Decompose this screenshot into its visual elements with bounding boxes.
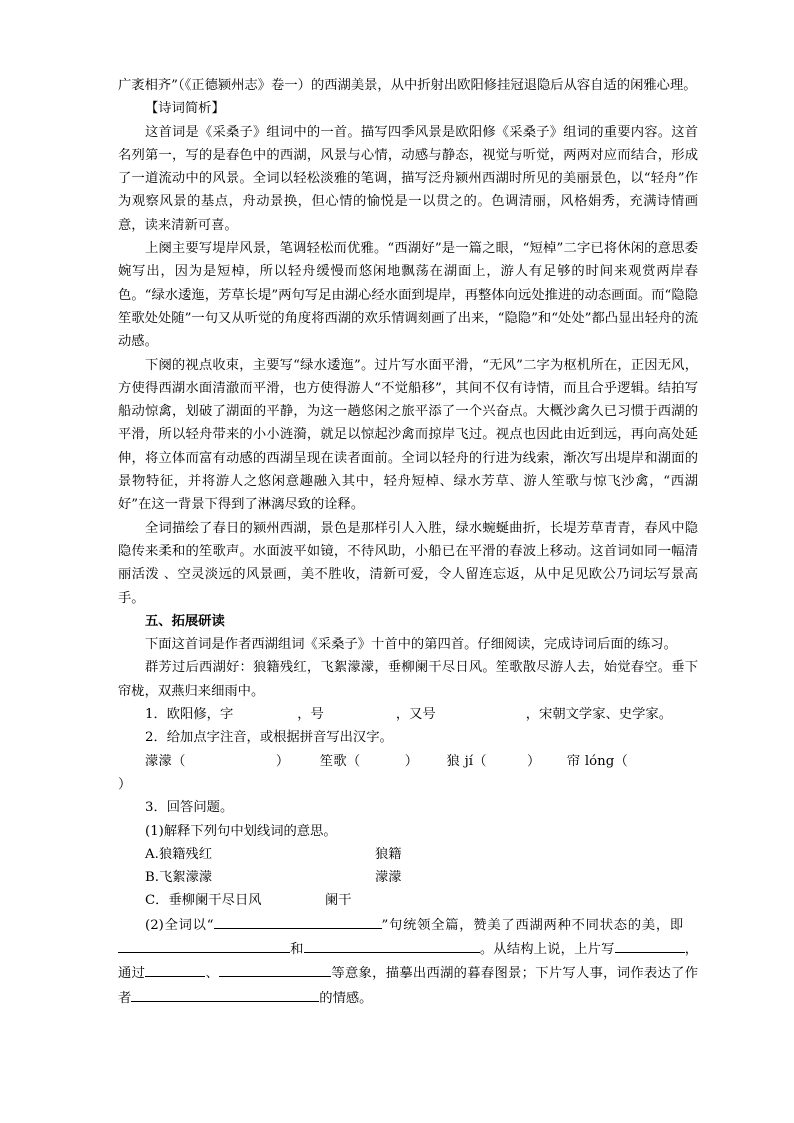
q1-label-youhao: ，又号	[395, 707, 436, 723]
paragraph-analysis-intro: 这首词是《采桑子》组词中的一首。描写四季风景是欧阳修《采桑子》组词的重要内容。这首名列第一，写的是春色中的西湖，风景与心情，动感与静态，视觉与听觉，两两对应而结合，形成了一道流动中的风景。全词以轻松淡雅的笔调，描写泛舟颍州西湖时所见的美丽景色，以“轻舟”作为观察风景的基点，舟动景换，但心情的愉悦是一以贯之的。色调清丽，风格娟秀，充满诗情画意，读来清新可喜。	[118, 124, 698, 233]
q2-item-2-close: ）	[404, 753, 419, 769]
q2-item-3: 狼 jí（	[446, 753, 487, 769]
q3-item-a-word: 狼籍	[375, 846, 402, 862]
paragraph-continuation: 广袤相齐”（《正德颍州志》卷一）的西湖美景，从中折射出欧阳修挂冠退隐后从容自适的闲雅心理。	[118, 78, 697, 93]
section-heading-extended-reading: 五、拓展研读	[145, 613, 225, 629]
q1-label-end: ，宋朝文学家、史学家。	[525, 707, 672, 723]
q3-item-b	[118, 866, 698, 889]
q3-blank-image-2[interactable]	[219, 961, 331, 977]
q3-sub2-text-e: ，通过	[118, 941, 699, 982]
q2-item-2: 笙歌（	[319, 753, 361, 769]
q3-item-b-word: 濛濛	[375, 870, 402, 886]
q3-item-c	[118, 889, 698, 912]
q3-sub2-text-c: 和	[290, 941, 304, 957]
q3-blank-emotion[interactable]	[131, 986, 319, 1002]
q1-label-hao: ，号	[297, 707, 324, 723]
q3-item-c-sentence: C．垂柳阑干尽日风	[145, 893, 262, 909]
q3-sub2-text-h: 的情感。	[319, 990, 373, 1006]
q3-item-c-word: 阑干	[325, 893, 352, 909]
q3-blank-state-2[interactable]	[304, 937, 480, 953]
q3-sub2-text-f: 、	[205, 966, 220, 982]
q2-item-3-close: ）	[526, 753, 541, 769]
q2-item-1: 濛濛（	[145, 753, 186, 769]
q3-item-a	[118, 843, 698, 866]
question-3-sub1: (1)解释下列句中划线词的意思。	[145, 823, 337, 839]
poem-text: 群芳过后西湖好：狼籍残红，飞絮濛濛，垂柳阑干尽日风。笙歌散尽游人去，始觉春空。垂下帘栊，双燕归来细雨中。	[118, 660, 698, 699]
question-2-items	[118, 750, 698, 797]
question-3-title: 3．回答问题。	[145, 800, 234, 816]
question-1	[118, 703, 698, 726]
paragraph-reading-intro: 下面这首词是作者西湖组词《采桑子》十首中的第四首。仔细阅读，完成诗词后面的练习。	[145, 637, 677, 653]
q3-blank-state-1[interactable]	[118, 937, 290, 953]
q3-item-b-sentence: B.飞絮濛濛	[145, 870, 213, 886]
question-2-title: 2．给加点字注音，或根据拼音写出汉字。	[145, 730, 393, 746]
paragraph-summary: 全词描绘了春日的颍州西湖，景色是那样引人入胜，绿水蜿蜒曲折，长堤芳草青青，春风中隐隐传来柔和的笙歌声。水面波平如镜，不待风助，小船已在平滑的春波上移动。这首词如同一幅清丽活泼 、空灵淡远的风景画，美不胜收，清新可爱，令人留连忘返，从中足见欧公乃词坛写景高手。	[118, 520, 698, 606]
section-heading-analysis: 【诗词简析】	[145, 101, 225, 117]
q3-blank-image-1[interactable]	[145, 961, 205, 977]
q1-label-zi: 1．欧阳修，字	[145, 707, 234, 723]
paragraph-upper-stanza: 上阕主要写堤岸风景，笔调轻松而优雅。“西湖好”是一篇之眼，“短棹”二字已将休闲的意思委婉写出，因为是短棹，所以轻舟缓慢而悠闲地飘荡在湖面上，游人有足够的时间来观赏两岸春色。“绿水逶迤，芳草长堤”两句写足由湖心经水面到堤岸，再整体向远处推进的动态画面。而“隐隐笙歌处处随”一句又从听觉的角度将西湖的欢乐情调刻画了出来，“隐隐”和“处处”都凸显出轻舟的流动感。	[118, 241, 698, 350]
question-3-sub2	[118, 913, 698, 1010]
q3-sub2-text-b: ”句统领全篇，赞美了西湖两种不同状态的美，即	[381, 917, 684, 933]
document-body	[118, 74, 698, 1010]
q3-sub2-text-d: 。从结构上说，上片写	[479, 941, 615, 957]
q3-blank-lead-line[interactable]	[214, 913, 382, 929]
q3-item-a-sentence: A.狼籍残红	[145, 846, 213, 862]
q3-blank-upper[interactable]	[615, 937, 685, 953]
paragraph-lower-stanza: 下阕的视点收束，主要写“绿水逶迤”。过片写水面平滑，“无风”二字为枢机所在，正因无风，方使得西湖水面清澈而平滑，也方使得游人“不觉船移”，其间不仅有诗情，而且合乎逻辑。结拍写船动惊禽，划破了湖面的平静，为这一趟悠闲之旅平添了一个兴奋点。大概沙禽久已习惯于西湖的平滑，所以轻舟带来的小小涟漪，就足以惊起沙禽而掠岸飞过。视点也因此由近到远，再向高处延伸，将立体而富有动感的西湖呈现在读者面前。全词以轻舟的行进为线索，渐次写出堤岸和湖面的景物特征，并将游人之悠闲意趣融入其中，轻舟短棹、绿水芳草、游人笙歌与惊飞沙禽，“西湖好”在这一背景下得到了淋漓尽致的诠释。	[118, 357, 698, 513]
q2-item-4-close: ）	[118, 776, 132, 792]
q3-sub2-text-a: (2)全词以“	[145, 917, 214, 933]
q2-item-4: 帘 lóng（	[566, 753, 629, 769]
q3-sub2-text-g: 等意象，描摹出西湖的暮春图景；下片写人事，词作表达了作者	[118, 966, 699, 1006]
q2-item-1-close: ）	[275, 753, 290, 769]
